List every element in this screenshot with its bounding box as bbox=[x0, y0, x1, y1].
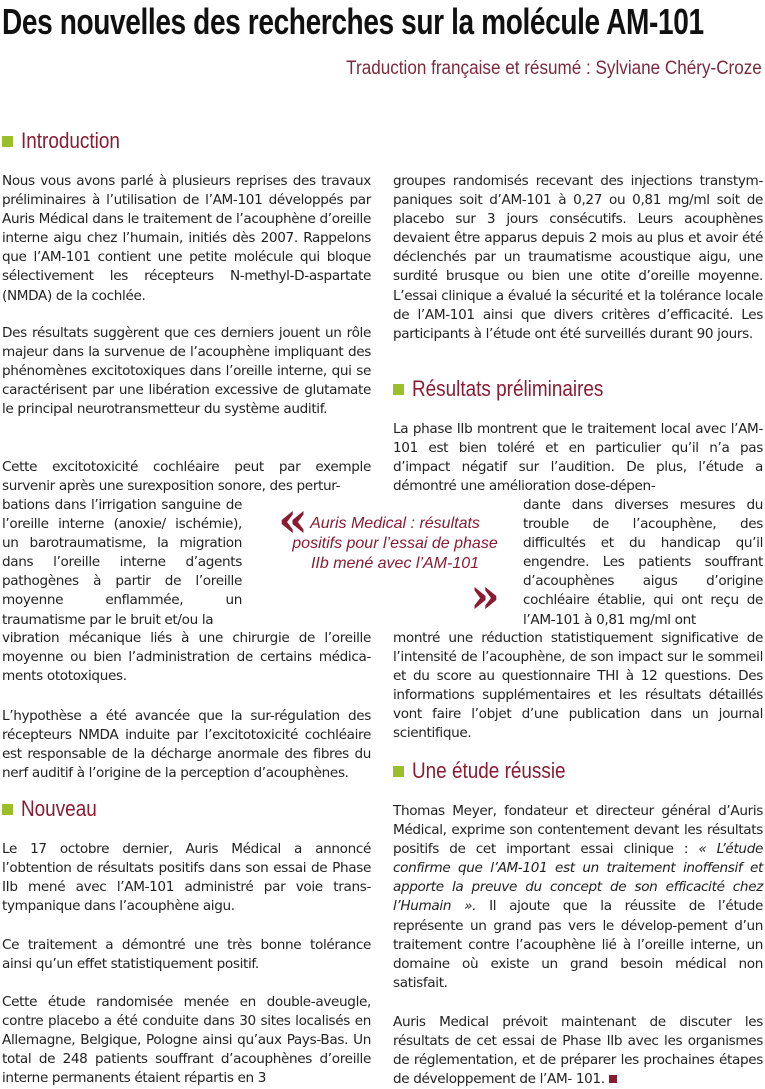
paragraph: montré une réduction statistiquement significative de l’intensité de l’acouphène, de son impact sur le sommeil et du score au questionnaire THI à 12 questions. Des informations supplémentaires et les résultats détaillés vont faire l’objet d’une publication dans un journal scientifique. bbox=[393, 630, 763, 742]
section-heading-text: Résultats préliminaires bbox=[412, 376, 604, 401]
paragraph bbox=[393, 802, 763, 993]
section-bullet-icon bbox=[393, 384, 404, 395]
article-title: Des nouvelles des recherches sur la molécule AM-101 bbox=[2, 1, 704, 42]
paragraph-text: Auris Medical prévoit maintenant de discuter les résultats de cet essai de Phase IIb avec les organismes de réglementation, et de préparer les prochaines étapes de développement de l’AM- 101. bbox=[393, 1014, 763, 1088]
section-heading-resultats bbox=[393, 376, 635, 402]
end-mark-icon bbox=[609, 1075, 617, 1083]
pull-quote-text: Auris Medical : résultats positifs pour l’essai de phase IIb mené avec l’AM-101 bbox=[292, 515, 498, 572]
section-bullet-icon bbox=[2, 804, 13, 815]
paragraph: groupes randomisés recevant des injections transtym-paniques soit d’AM-101 à 0,27 ou 0,81 mg/ml soit de placebo sur 3 jours consécutifs. Leurs acouphènes devaient être apparus depuis 2 mois au plus et avoir été déclenchés par un traumatisme acoustique aigu, une surdité brusque ou bien une otite d’oreille moyenne. L’essai clinique a évalué la sécurité et la tolérance locale de l’AM-101 ainsi que divers critères d’efficacité. Les participants à l’étude ont été surveillés durant 90 jours. bbox=[393, 173, 763, 342]
close-quote-icon: » bbox=[470, 568, 500, 624]
paragraph: Le 17 octobre dernier, Auris Médical a annoncé l’obtention de résultats positifs dans son essai de Phase IIb mené avec l’AM-101 administré par voie trans-tympanique dans l’acouphène aigu. bbox=[2, 841, 371, 915]
article-subtitle: Traduction française et résumé : Sylviane Chéry-Croze bbox=[346, 58, 762, 79]
paragraph: Nous vous avons parlé à plusieurs reprises des travaux préliminaires à l’utilisation de l’AM-101 développés par Auris Médical dans le traitement de l’acouphène d’oreille interne aigu chez l’humain, initiés dès 2007. Rappelons que l’AM-101 contient une petite molécule qui bloque sélectivement les récepteurs N-methyl-D-aspartate (NMDA) de la cochlée. bbox=[2, 173, 371, 304]
section-heading-text: Introduction bbox=[21, 128, 120, 153]
section-heading-etude bbox=[393, 758, 591, 784]
section-heading-nouveau bbox=[2, 796, 109, 822]
section-heading-text: Nouveau bbox=[21, 796, 97, 821]
section-heading-introduction bbox=[2, 128, 136, 154]
paragraph: Des résultats suggèrent que ces derniers jouent un rôle majeur dans la survenue de l’acouphène impliquant des phénomènes excitotoxiques dans l’oreille interne, qui se caractérisent par une libération excessive de glutamate le principal neurotransmetteur du système auditif. bbox=[2, 325, 371, 418]
paragraph: dante dans diverses mesures du trouble de l’acouphène, des difficultés et du handicap qu’il engendre. Les patients souffrant d’acouphènes aigus d’origine cochléaire établie, qui ont reçu de l’AM-101 à 0,81 mg/ml ont bbox=[523, 497, 763, 628]
paragraph: Cette étude randomisée menée en double-aveugle, contre placebo a été conduite dans 30 sites localisés en Allemagne, Belgique, Pologne ainsi qu’aux Pays-Bas. Un total de 248 patients souffrant d’acouphènes d’oreille interne permanents étaient répartis en 3 bbox=[2, 994, 371, 1087]
open-quote-icon: « bbox=[278, 492, 308, 548]
paragraph: Ce traitement a démontré une très bonne tolérance ainsi qu’un effet statistiquement positif. bbox=[2, 937, 371, 973]
section-bullet-icon bbox=[2, 136, 13, 147]
paragraph: bations dans l’irrigation sanguine de l’oreille interne (anoxie/ ischémie), un barotraumatisme, la migration dans l’oreille interne d’agents pathogènes à partir de l’oreille moyenne enflammée, un traumatisme par le bruit et/ou la bbox=[2, 497, 242, 628]
paragraph: La phase IIb montrent que le traitement local avec l’AM-101 est bien toléré et en particulier qu’il n’a pas d’impact négatif sur l’audition. De plus, l’étude a démontré une amélioration dose-dépen- bbox=[393, 421, 763, 495]
paragraph-text: Il ajoute que la réussite de l’étude représente un grand pas vers le dévelop-pement d’un traitement contre l’acouphène lié à l’oreille interne, un domaine où existe un grand besoin médical non satisfait. bbox=[393, 898, 763, 991]
pull-quote bbox=[272, 492, 522, 624]
paragraph: L’hypothèse a été avancée que la sur-régulation des récepteurs NMDA induite par l’excitotoxicité cochléaire est responsable de la décharge anormale des fibres du nerf auditif à l’origine de la perception d’acouphènes. bbox=[2, 708, 371, 782]
paragraph-text: Thomas Meyer, fondateur et directeur général d’Auris Médical, exprime son contentement devant les résultats positifs de cet important essai clinique : bbox=[393, 803, 763, 858]
section-bullet-icon bbox=[393, 766, 404, 777]
paragraph: vibration mécanique liés à une chirurgie de l’oreille moyenne ou bien l’administration de certains médica-ments ototoxiques. bbox=[2, 630, 371, 685]
quote-text: « L’étude confirme que l’AM-101 est un traitement inoffensif et apporte la preuve du concept de son efficacité chez l’Humain ». bbox=[393, 841, 763, 915]
section-heading-text: Une étude réussie bbox=[412, 758, 566, 783]
paragraph: Cette excitotoxicité cochléaire peut par exemple survenir après une surexposition sonore, des pertur- bbox=[2, 459, 371, 495]
paragraph bbox=[393, 1013, 763, 1089]
